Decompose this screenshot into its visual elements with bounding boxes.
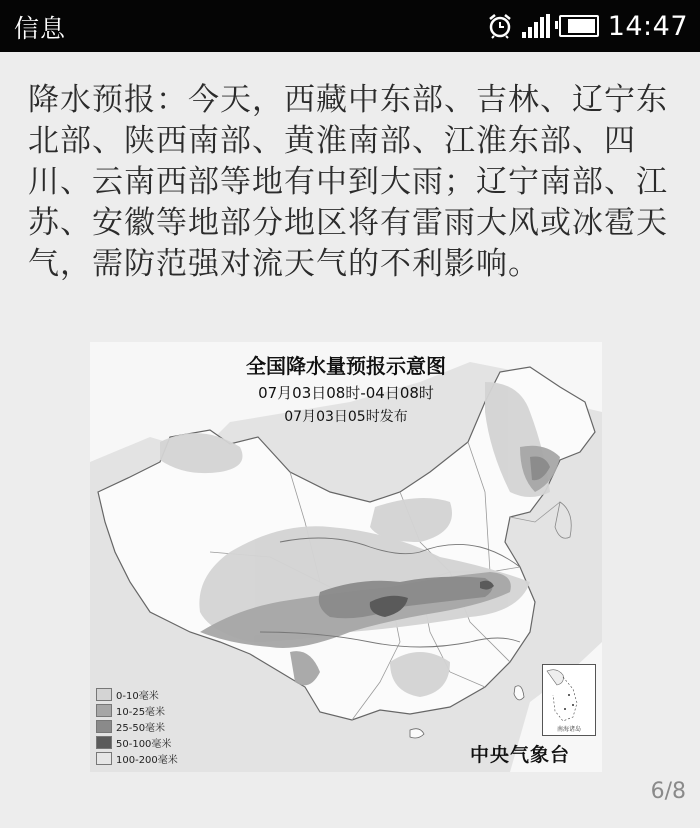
map-title: 全国降水量预报示意图	[246, 354, 446, 378]
legend-item	[96, 750, 202, 766]
legend-item	[96, 686, 202, 702]
status-bar	[0, 0, 700, 52]
legend-item	[96, 702, 202, 718]
status-icons	[487, 8, 688, 44]
signal-icon	[522, 14, 550, 38]
legend-label: 10-25毫米	[116, 706, 166, 718]
legend-label: 25-50毫米	[116, 722, 166, 734]
page-counter: 6/8	[650, 779, 686, 804]
legend-item	[96, 734, 202, 750]
message-text: 降水预报：今天，西藏中东部、吉林、辽宁东北部、陕西南部、黄淮南部、江淮东部、四川、云南西部等地有中到大雨；辽宁南部、江苏、安徽等地部分地区将有雷雨大风或冰雹天气，需防范强对流天气的不利影响。	[28, 82, 668, 282]
map-legend	[96, 686, 202, 766]
south-china-sea-inset	[542, 664, 596, 736]
battery-icon	[559, 15, 599, 37]
legend-label: 0-10毫米	[116, 690, 159, 702]
legend-label: 100-200毫米	[116, 754, 178, 766]
inset-caption: 南海诸岛	[556, 726, 581, 733]
alarm-icon	[487, 13, 513, 39]
app-title: 信息	[14, 14, 67, 43]
map-period: 07月03日08时-04日08时	[258, 384, 434, 402]
clock: 14:47	[607, 10, 688, 42]
map-issued: 07月03日05时发布	[284, 409, 408, 425]
legend-label: 50-100毫米	[116, 738, 172, 750]
forecast-map-image[interactable]	[90, 342, 602, 772]
legend-item	[96, 718, 202, 734]
map-agency: 中央气象台	[470, 744, 571, 766]
